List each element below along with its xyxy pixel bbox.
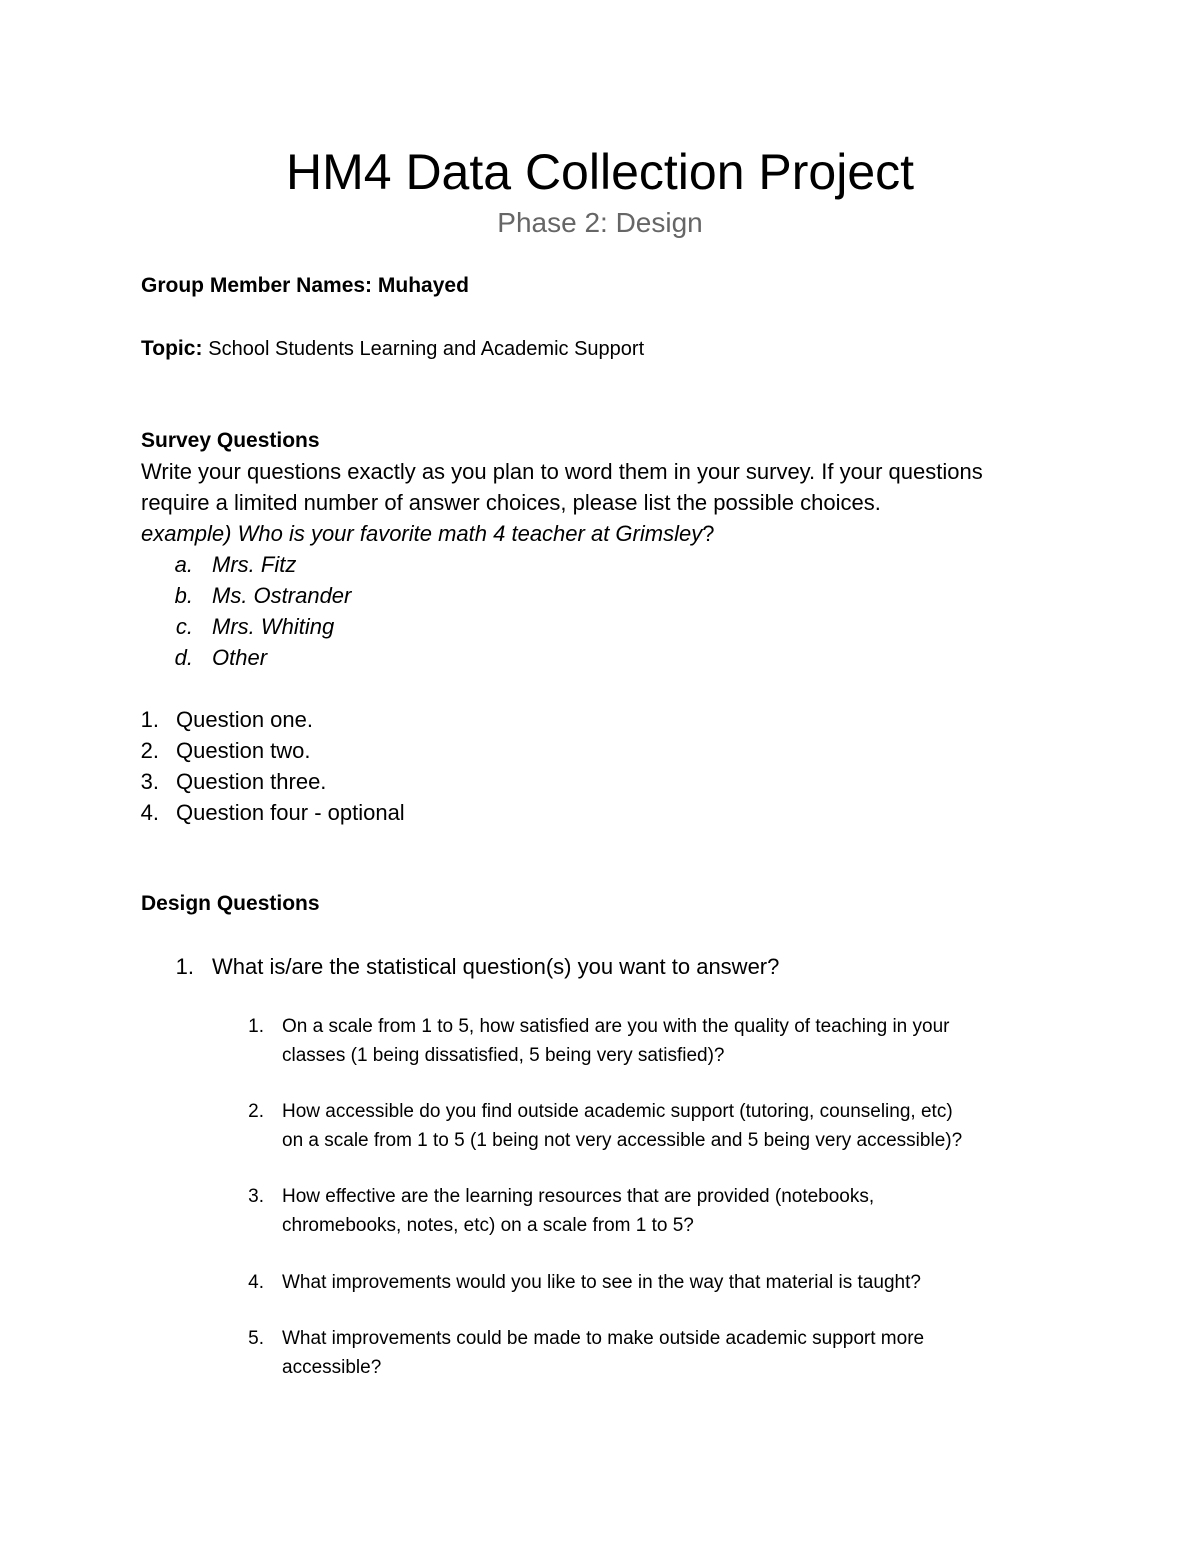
topic-line bbox=[141, 335, 644, 363]
example-choice-text: Mrs. Whiting bbox=[212, 614, 335, 639]
design-question-text: What is/are the statistical question(s) you want to answer? bbox=[212, 954, 780, 979]
example-choice-marker: b. bbox=[174, 583, 193, 608]
survey-question-marker: 3. bbox=[140, 769, 159, 794]
design-questions-heading: Design Questions bbox=[141, 892, 320, 915]
topic-value: School Students Learning and Academic Support bbox=[208, 338, 645, 360]
survey-question-text: Question one. bbox=[176, 707, 313, 732]
design-answer-line: on a scale from 1 to 5 (1 being not very accessible and 5 being very accessible)? bbox=[282, 1130, 963, 1151]
example-question bbox=[141, 518, 714, 549]
design-answer-line: What improvements could be made to make outside academic support more bbox=[282, 1328, 925, 1349]
group-members-value: Muhayed bbox=[377, 274, 469, 297]
survey-question-marker: 4. bbox=[140, 800, 159, 825]
example-choice-text: Mrs. Fitz bbox=[212, 552, 297, 577]
survey-question-text: Question three. bbox=[176, 769, 327, 794]
survey-question-text: Question four - optional bbox=[176, 800, 405, 825]
topic-label: Topic: bbox=[141, 337, 203, 360]
survey-instructions-line-1: Write your questions exactly as you plan to word them in your survey. If your questions bbox=[141, 459, 983, 484]
design-answer-marker: 3. bbox=[248, 1186, 264, 1207]
design-answer-marker: 4. bbox=[248, 1272, 264, 1293]
page-title: HM4 Data Collection Project bbox=[285, 144, 915, 200]
design-answer-line: How accessible do you find outside academic support (tutoring, counseling, etc) bbox=[282, 1101, 953, 1122]
example-choice-marker: d. bbox=[174, 645, 193, 670]
survey-instructions-line-2: require a limited number of answer choices, please list the possible choices. bbox=[141, 490, 881, 515]
design-answer-line: accessible? bbox=[282, 1357, 382, 1378]
design-answer-marker: 2. bbox=[248, 1101, 264, 1122]
design-answer-marker: 5. bbox=[248, 1328, 264, 1349]
survey-question-marker: 2. bbox=[140, 738, 159, 763]
design-answer-marker: 1. bbox=[248, 1016, 264, 1037]
group-members-label: Group Member Names: bbox=[141, 274, 373, 297]
example-question-text: example) Who is your favorite math 4 teacher at Grimsley bbox=[141, 521, 703, 546]
example-choice-text: Other bbox=[212, 645, 268, 670]
survey-question-marker: 1. bbox=[140, 707, 159, 732]
example-choice-marker: a. bbox=[174, 552, 193, 577]
design-answer-line: classes (1 being dissatisfied, 5 being very satisfied)? bbox=[282, 1045, 725, 1066]
example-choice-marker: c. bbox=[175, 614, 193, 639]
design-answer-line: On a scale from 1 to 5, how satisfied are you with the quality of teaching in your bbox=[282, 1016, 950, 1037]
design-answer-line: What improvements would you like to see in the way that material is taught? bbox=[282, 1272, 921, 1293]
example-choice-text: Ms. Ostrander bbox=[212, 583, 352, 608]
survey-question-text: Question two. bbox=[176, 738, 311, 763]
page-subtitle: Phase 2: Design bbox=[497, 207, 703, 238]
design-answer-line: chromebooks, notes, etc) on a scale from 1 to 5? bbox=[282, 1215, 694, 1236]
survey-questions-heading: Survey Questions bbox=[141, 429, 320, 452]
example-question-mark: ? bbox=[702, 521, 715, 546]
group-members-line bbox=[141, 272, 469, 300]
design-question-marker: 1. bbox=[175, 954, 194, 979]
design-answer-line: How effective are the learning resources that are provided (notebooks, bbox=[282, 1186, 875, 1207]
